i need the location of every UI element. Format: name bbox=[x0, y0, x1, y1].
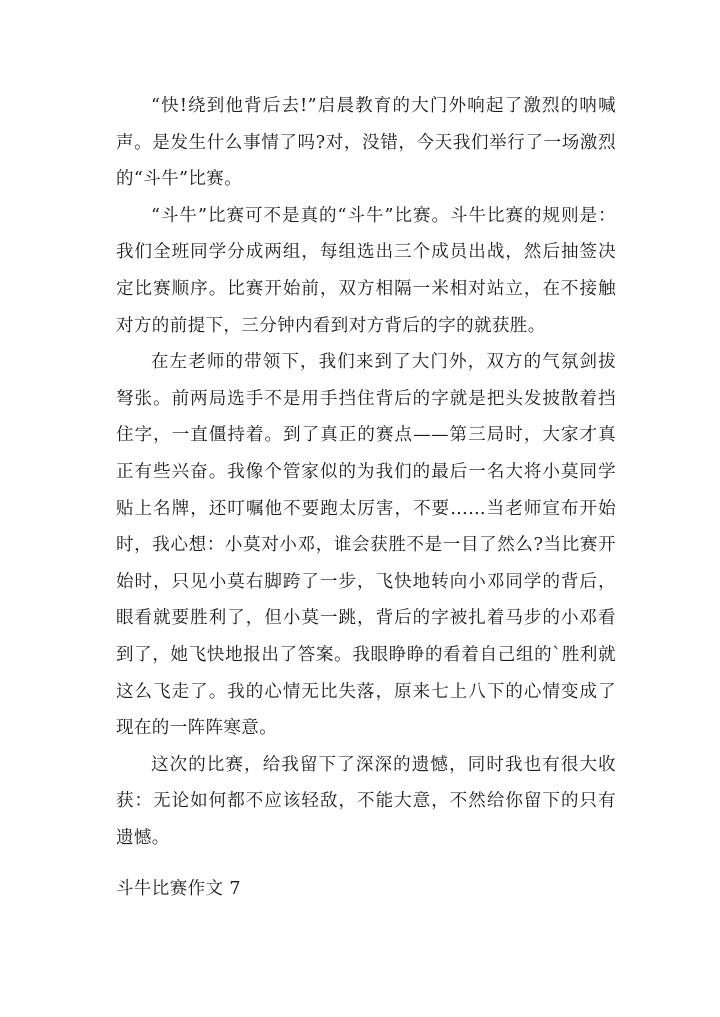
paragraph-2: “斗牛”比赛可不是真的“斗牛”比赛。斗牛比赛的规则是：我们全班同学分成两组，每组选出三个成员出战，然后抽签决定比赛顺序。比赛开始前，双方相隔一米相对站立，在不接触对方的前提下，三分钟内看到对方背后的字的就获胜。 bbox=[116, 205, 616, 336]
paragraph-3: 在左老师的带领下，我们来到了大门外，双方的气氛剑拔弩张。前两局选手不是用手挡住背后的字就是把头发披散着挡住字，一直僵持着。到了真正的赛点——第三局时，大家才真正有些兴奋。我像个管家似的为我们的最后一名大将小莫同学贴上名牌，还叮嘱他不要跑太厉害，不要……当老师宣布开始时，我心想：小莫对小邓，谁会获胜不是一目了然么?当比赛开始时，只见小莫右脚跨了一步，飞快地转向小邓同学的背后，眼看就要胜利了，但小莫一跳，背后的字被扎着马步的小邓看到了，她飞快地报出了答案。我眼睁睁的看着自己组的`胜利就这么飞走了。我的心情无比失落，原来七上八下的心情变成了现在的一阵阵寒意。 bbox=[116, 352, 616, 739]
paragraph-4: 这次的比赛，给我留下了深深的遗憾，同时我也有很大收获：无论如何都不应该轻敌，不能大意，不然给你留下的只有遗憾。 bbox=[116, 754, 616, 848]
essay-body bbox=[116, 88, 616, 856]
section-title: 斗牛比赛作文 7 bbox=[116, 879, 241, 899]
paragraph-1: “快!绕到他背后去!”启晨教育的大门外响起了激烈的呐喊声。是发生什么事情了吗?对，没错，今天我们举行了一场激烈的“斗牛”比赛。 bbox=[116, 96, 616, 190]
